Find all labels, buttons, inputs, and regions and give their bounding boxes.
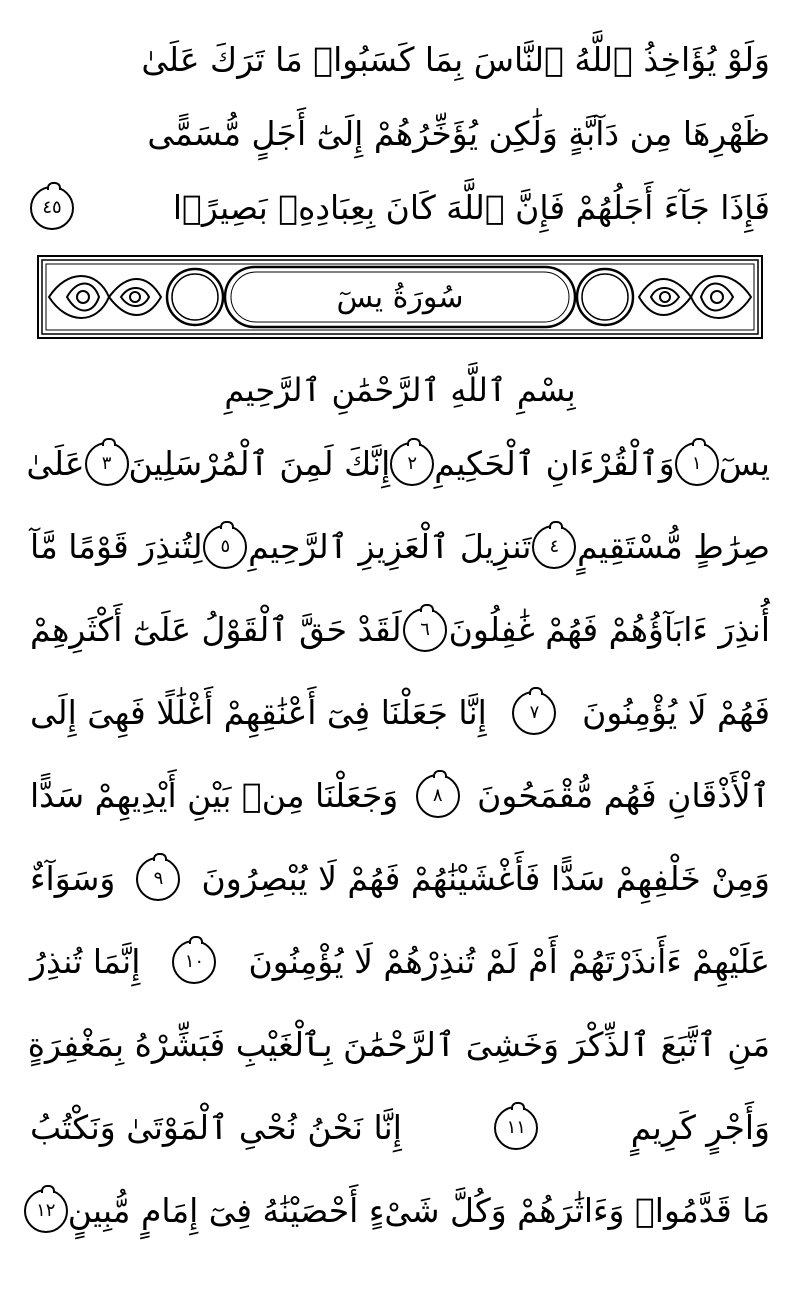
verse-text: إِنَّكَ لَمِنَ ٱلْمُرْسَلِينَ — [128, 444, 391, 483]
line-1 — [30, 28, 770, 92]
ayah-end-medallion-icon: ٣ — [85, 442, 129, 486]
verse-text: وَمِنْ خَلْفِهِمْ سَدًّا فَأَغْشَيْنَٰهُمْ فَهُمْ لَا يُبْصِرُونَ — [201, 859, 770, 898]
verse-text: وَسَوَآءٌ — [30, 859, 116, 898]
verse-text: إِنَّا جَعَلْنَا فِىٓ أَعْنَٰقِهِمْ أَغْلَٰلًا فَهِىَ إِلَى — [30, 693, 487, 732]
verse-text: فَإِذَا جَآءَ أَجَلُهُمْ فَإِنَّ ٱللَّهَ كَانَ بِعِبَادِهِۦ بَصِيرًۢا — [172, 188, 770, 227]
verse-text: ٱلْأَذْقَانِ فَهُم مُّقْمَحُونَ — [477, 776, 770, 815]
verse-text: أُنذِرَ ءَابَآؤُهُمْ فَهُمْ غَٰفِلُونَ — [448, 610, 770, 649]
verse-text: إِنَّا نَحْنُ نُحْىِ ٱلْمَوْتَىٰ وَنَكْتُبُ — [30, 1108, 402, 1147]
line-3 — [30, 176, 770, 240]
line-13 — [30, 1179, 770, 1243]
line-11 — [27, 1013, 770, 1077]
line-5 — [30, 515, 770, 579]
line-8 — [30, 764, 770, 828]
line-7 — [30, 681, 770, 745]
ayah-end-medallion-icon: ١٠ — [172, 940, 216, 984]
verse-text: عَلَىٰ — [26, 444, 85, 483]
ayah-end-medallion-icon: ٢ — [390, 442, 434, 486]
ayah-end-medallion-icon: ١٢ — [24, 1189, 68, 1233]
ayah-end-medallion-icon: ٧ — [512, 691, 556, 735]
ayah-end-medallion-icon: ١١ — [494, 1106, 538, 1150]
verse-text: لِتُنذِرَ قَوْمًا مَّآ — [30, 527, 203, 566]
surah-title-wrapper — [225, 267, 575, 327]
verse-text: لَقَدْ حَقَّ ٱلْقَوْلُ عَلَىٰٓ أَكْثَرِهِمْ — [30, 610, 402, 649]
verse-text: صِرَٰطٍ مُّسْتَقِيمٍ — [577, 527, 770, 566]
line-9 — [30, 847, 770, 911]
ayah-end-medallion-icon: ٤ — [532, 525, 576, 569]
ayah-end-medallion-icon: ٦ — [403, 608, 447, 652]
verse-text: عَلَيْهِمْ ءَأَنذَرْتَهُمْ أَمْ لَمْ تُنذِرْهُمْ لَا يُؤْمِنُونَ — [248, 942, 770, 981]
surah-header-frame — [37, 255, 763, 339]
ayah-end-medallion-icon: ٨ — [416, 774, 460, 818]
ayah-end-medallion-icon: ٤٥ — [30, 186, 74, 230]
verse-text: وَلَوْ يُؤَاخِذُ ٱللَّهُ ٱلنَّاسَ بِمَا كَسَبُوا۟ مَا تَرَكَ عَلَىٰ — [141, 40, 770, 79]
line-12 — [30, 1096, 770, 1160]
verse-text: تَنزِيلَ ٱلْعَزِيزِ ٱلرَّحِيمِ — [248, 527, 532, 566]
verse-text: وَجَعَلْنَا مِنۢ بَيْنِ أَيْدِيهِمْ سَدًّا — [30, 776, 399, 815]
line-10 — [30, 930, 770, 994]
basmala: بِسْمِ ٱللَّهِ ٱلرَّحْمَٰنِ ٱلرَّحِيمِ — [224, 371, 576, 409]
verse-text: وَٱلْقُرْءَانِ ٱلْحَكِيمِ — [434, 444, 675, 483]
verse-text: ظَهْرِهَا مِن دَآبَّةٍ وَلَٰكِن يُؤَخِّرُهُمْ إِلَىٰٓ أَجَلٍ مُّسَمًّى — [147, 114, 770, 153]
verse-text: يسٓ — [718, 444, 770, 483]
verse-text: فَهُمْ لَا يُؤْمِنُونَ — [582, 693, 770, 732]
ayah-end-medallion-icon: ٥ — [203, 525, 247, 569]
line-2 — [30, 102, 770, 166]
line-4 — [26, 432, 770, 496]
verse-text: مَنِ ٱتَّبَعَ ٱلذِّكْرَ وَخَشِىَ ٱلرَّحْمَٰنَ بِٱلْغَيْبِ فَبَشِّرْهُ بِمَغْفِرَةٍ — [27, 1025, 770, 1064]
verse-text: إِنَّمَا تُنذِرُ — [30, 942, 141, 981]
ayah-end-medallion-icon: ٩ — [136, 857, 180, 901]
line-6 — [30, 598, 770, 662]
surah-title: سُورَةُ يسٓ — [336, 279, 464, 315]
ayah-end-medallion-icon: ١ — [675, 442, 719, 486]
verse-text: مَا قَدَّمُوا۟ وَءَاثَٰرَهُمْ وَكُلَّ شَىْءٍ أَحْصَيْنَٰهُ فِىٓ إِمَامٍ مُّبِينٍ — [67, 1191, 770, 1230]
verse-text: وَأَجْرٍ كَرِيمٍ — [630, 1108, 770, 1147]
